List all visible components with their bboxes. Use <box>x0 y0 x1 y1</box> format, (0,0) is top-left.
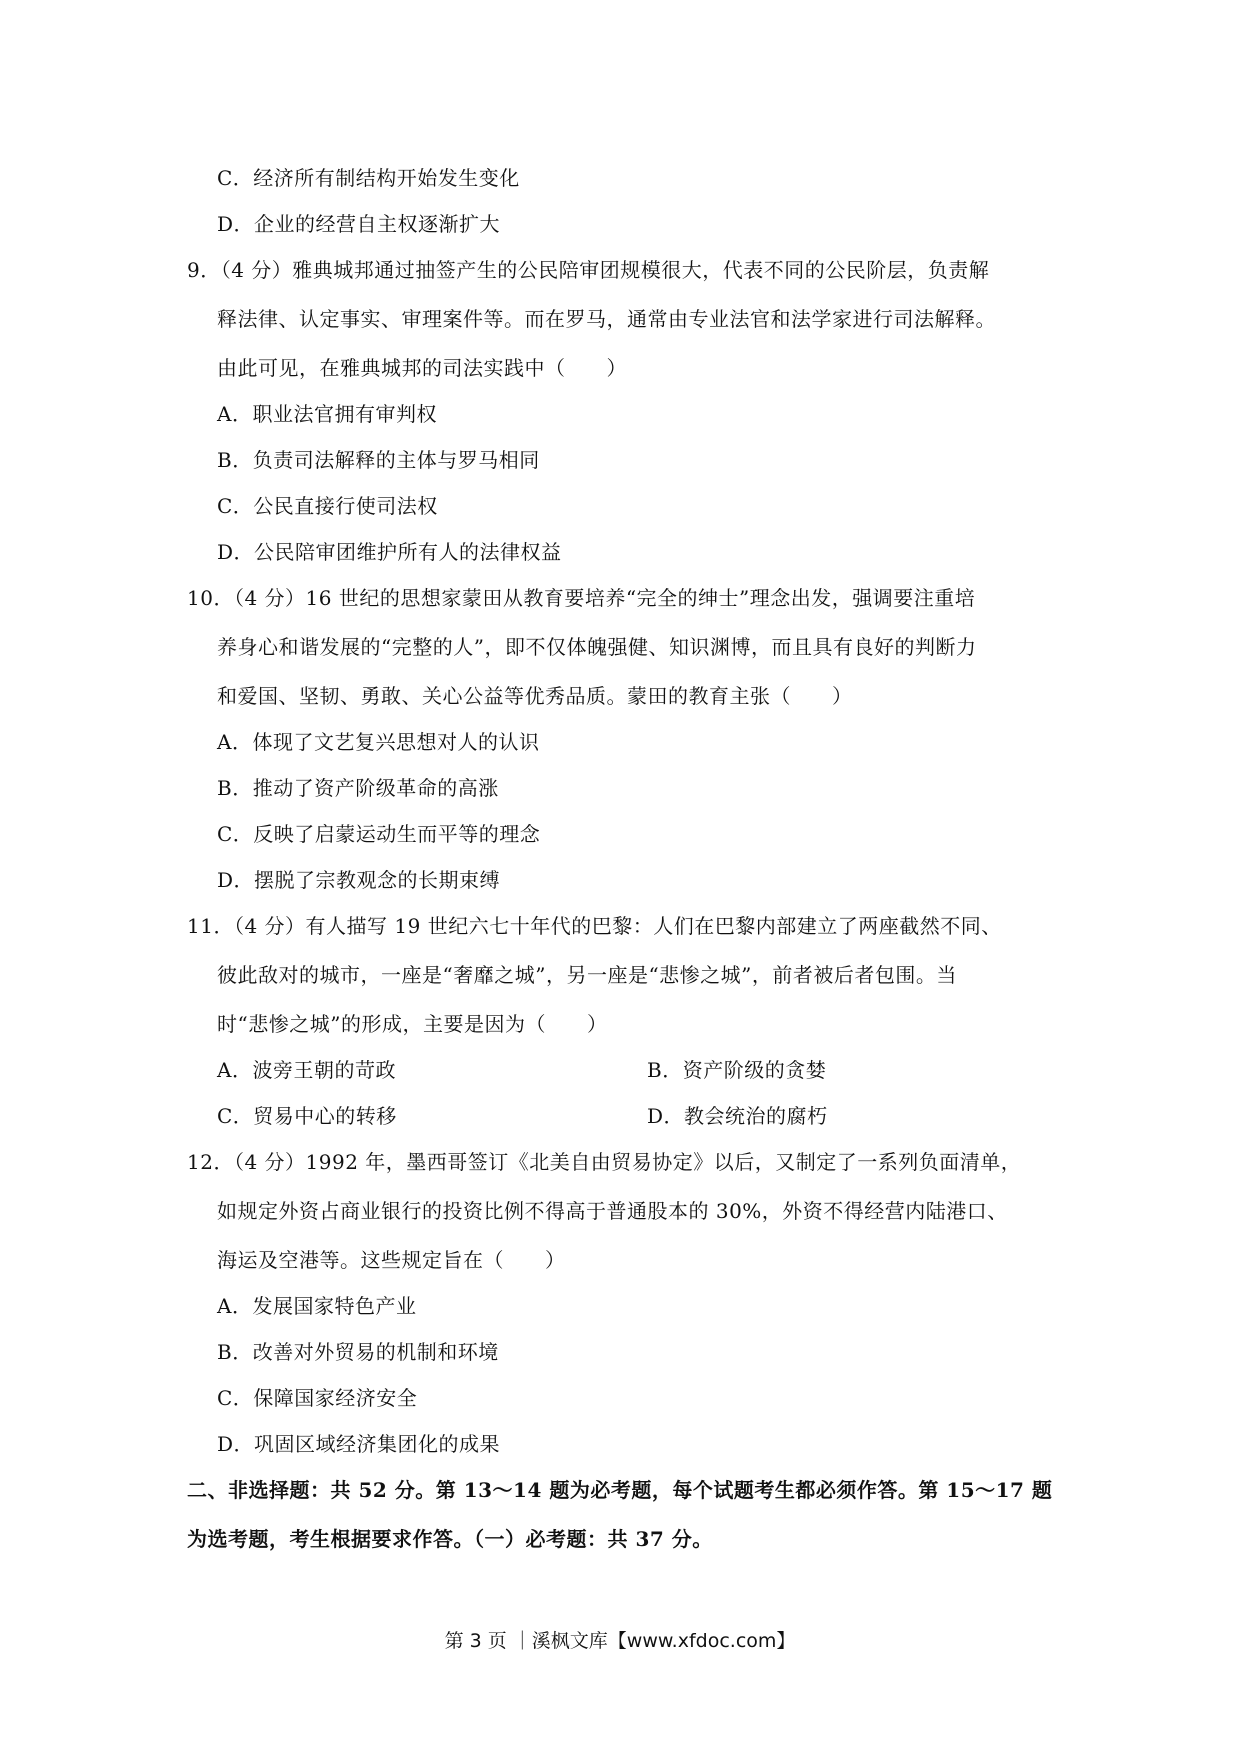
question-10-stem-line-1: 10．（4 分）16 世纪的思想家蒙田从教育要培养“完全的绅士”理念出发，强调要注重培 <box>187 586 976 610</box>
option-b: B．资产阶级的贪婪 <box>647 1058 827 1082</box>
question-9-stem-line-3: 由此可见，在雅典城邦的司法实践中（ ） <box>217 356 627 380</box>
option-b: B．负责司法解释的主体与罗马相同 <box>217 448 540 472</box>
question-12-stem-line-3: 海运及空港等。这些规定旨在（ ） <box>217 1248 566 1272</box>
option-d: D．摆脱了宗教观念的长期束缚 <box>217 868 501 892</box>
question-10-stem-line-2: 养身心和谐发展的“完整的人”，即不仅体魄强健、知识渊博，而且具有良好的判断力 <box>217 635 977 659</box>
question-11-stem-line-2: 彼此敌对的城市，一座是“奢靡之城”，另一座是“悲惨之城”，前者被后者包围。当 <box>217 963 957 987</box>
option-d: D．公民陪审团维护所有人的法律权益 <box>217 540 562 564</box>
option-b: B．推动了资产阶级革命的高涨 <box>217 776 499 800</box>
option-a: A．职业法官拥有审判权 <box>217 402 437 426</box>
question-12-stem-line-2: 如规定外资占商业银行的投资比例不得高于普通股本的 30%，外资不得经营内陆港口、 <box>217 1199 1008 1223</box>
option-c: C．公民直接行使司法权 <box>217 494 438 518</box>
question-12-stem-line-1: 12．（4 分）1992 年，墨西哥签订《北美自由贸易协定》以后，又制定了一系列负面清单， <box>187 1150 1022 1174</box>
question-9-stem-line-1: 9．（4 分）雅典城邦通过抽签产生的公民陪审团规模很大，代表不同的公民阶层，负责解 <box>187 258 990 282</box>
question-11-stem-line-1: 11．（4 分）有人描写 19 世纪六七十年代的巴黎：人们在巴黎内部建立了两座截然不同、 <box>187 914 1002 938</box>
option-d: D．企业的经营自主权逐渐扩大 <box>217 212 501 236</box>
question-11-stem-line-3: 时“悲惨之城”的形成，主要是因为（ ） <box>217 1012 608 1036</box>
page-footer: 第 3 页 ｜溪枫文库【www.xfdoc.com】 <box>444 1630 796 1652</box>
question-9-stem-line-2: 释法律、认定事实、审理案件等。而在罗马，通常由专业法官和法学家进行司法解释。 <box>217 307 996 331</box>
option-c: C．贸易中心的转移 <box>217 1104 397 1128</box>
option-c: C．经济所有制结构开始发生变化 <box>217 166 520 190</box>
question-10-stem-line-3: 和爱国、坚韧、勇敢、关心公益等优秀品质。蒙田的教育主张（ ） <box>217 684 853 708</box>
option-a: A．体现了文艺复兴思想对人的认识 <box>217 730 540 754</box>
option-b: B．改善对外贸易的机制和环境 <box>217 1340 499 1364</box>
section-heading-line-2: 为选考题，考生根据要求作答。（一）必考题：共 37 分。 <box>187 1527 713 1551</box>
option-c: C．反映了启蒙运动生而平等的理念 <box>217 822 541 846</box>
option-d: D．巩固区域经济集团化的成果 <box>217 1432 501 1456</box>
option-d: D．教会统治的腐朽 <box>647 1104 828 1128</box>
option-a: A．发展国家特色产业 <box>217 1294 417 1318</box>
section-heading-line-1: 二、非选择题：共 52 分。第 13～14 题为必考题，每个试题考生都必须作答。第 15～17 题 <box>187 1478 1053 1502</box>
option-c: C．保障国家经济安全 <box>217 1386 418 1410</box>
option-a: A．波旁王朝的苛政 <box>217 1058 396 1082</box>
